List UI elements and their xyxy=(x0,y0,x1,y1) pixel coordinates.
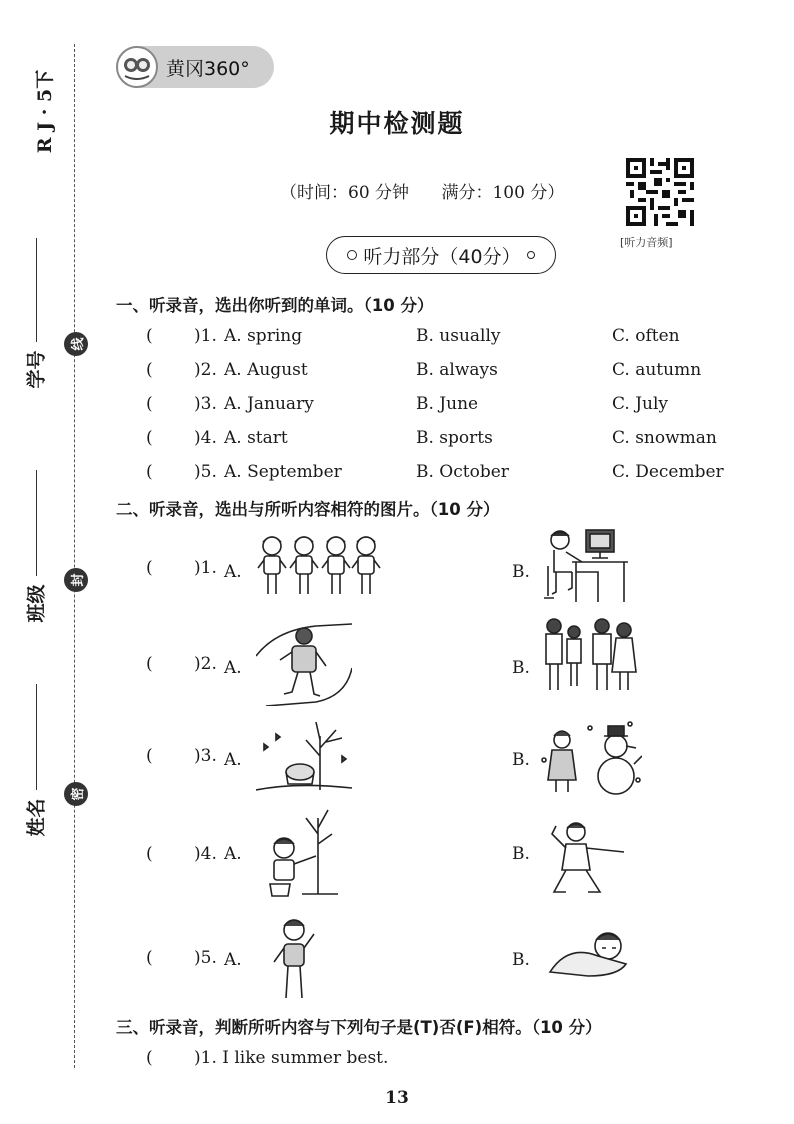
answer-paren[interactable]: ( xyxy=(146,462,153,482)
option-a: A. xyxy=(224,658,242,678)
item-number: )1. xyxy=(194,326,217,346)
item-text: )1. I like summer best. xyxy=(194,1048,389,1068)
item-number: )2. xyxy=(194,360,217,380)
option-b: B. October xyxy=(416,462,509,482)
children-group-icon xyxy=(256,532,382,598)
option-a: A. start xyxy=(224,428,288,448)
option-b: B. always xyxy=(416,360,498,380)
item-number: )5. xyxy=(194,462,217,482)
answer-paren[interactable]: ( xyxy=(146,654,153,674)
snowman-girl-icon xyxy=(540,720,642,798)
answer-paren[interactable]: ( xyxy=(146,428,153,448)
answer-paren[interactable]: ( xyxy=(146,948,153,968)
family-group-icon xyxy=(540,616,640,694)
item-number: )4. xyxy=(194,428,217,448)
option-a: A. xyxy=(224,750,242,770)
option-b: B. xyxy=(512,658,530,678)
binding-dashed-line xyxy=(74,44,75,1068)
answer-paren[interactable]: ( xyxy=(146,844,153,864)
hiker-icon xyxy=(256,616,352,706)
option-a: A. xyxy=(224,844,242,864)
exam-info xyxy=(280,178,564,203)
autumn-tree-basket-icon xyxy=(256,716,352,794)
option-a: A. xyxy=(224,562,242,582)
answer-paren[interactable]: ( xyxy=(146,1048,153,1068)
time-label: （时间：60 分钟 xyxy=(280,183,410,203)
name-label: 姓名 xyxy=(25,798,48,837)
seal-seal: 封 xyxy=(64,568,88,592)
option-a: A. January xyxy=(224,394,314,414)
option-b: B. xyxy=(512,562,530,582)
option-b: B. usually xyxy=(416,326,501,346)
option-a: A. xyxy=(224,950,242,970)
option-c: C. often xyxy=(612,326,680,346)
answer-paren[interactable]: ( xyxy=(146,360,153,380)
brand-name: 黄冈360° xyxy=(166,57,250,80)
option-a: A. September xyxy=(224,462,342,482)
answer-paren[interactable]: ( xyxy=(146,558,153,578)
option-c: C. December xyxy=(612,462,724,482)
name-blank xyxy=(36,684,37,790)
option-b: B. xyxy=(512,750,530,770)
item-number: )5. xyxy=(194,948,217,968)
ring-icon xyxy=(527,251,535,259)
ring-icon xyxy=(347,250,357,260)
answer-paren[interactable]: ( xyxy=(146,746,153,766)
option-a: A. spring xyxy=(224,326,303,346)
section-title-box xyxy=(326,236,556,274)
item-number: )4. xyxy=(194,844,217,864)
class-label: 班级 xyxy=(25,584,48,623)
section-title: 听力部分（40分） xyxy=(363,245,521,268)
boy-planting-tree-icon xyxy=(262,804,342,898)
answer-paren[interactable]: ( xyxy=(146,394,153,414)
option-b: B. xyxy=(512,950,530,970)
sleeping-boy-icon xyxy=(548,924,630,980)
option-c: C. snowman xyxy=(612,428,717,448)
answer-paren[interactable]: ( xyxy=(146,326,153,346)
computer-desk-icon xyxy=(542,526,632,606)
item-number: )2. xyxy=(194,654,217,674)
option-b: B. June xyxy=(416,394,479,414)
qr-code-icon[interactable] xyxy=(626,158,694,226)
seal-line: 线 xyxy=(64,332,88,356)
item-number: )3. xyxy=(194,746,217,766)
option-a: A. August xyxy=(224,360,308,380)
seal-secret: 密 xyxy=(64,782,88,806)
girl-swimsuit-icon xyxy=(268,914,324,1002)
page-number: 13 xyxy=(385,1088,409,1108)
part3-heading: 三、听录音，判断所听内容与下列句子是(T)否(F)相符。（10 分） xyxy=(116,1018,602,1037)
grade-code: R J · 5下 xyxy=(34,69,57,154)
page-title: 期中检测题 xyxy=(329,109,465,138)
student-id-label: 学号 xyxy=(25,350,48,389)
part2-heading: 二、听录音，选出与所听内容相符的图片。（10 分） xyxy=(116,500,500,519)
taichi-man-icon xyxy=(546,818,628,896)
brand-logo-icon xyxy=(116,46,158,88)
item-number: )3. xyxy=(194,394,217,414)
brand-badge xyxy=(116,46,274,88)
option-c: C. autumn xyxy=(612,360,702,380)
part1-heading: 一、听录音，选出你听到的单词。（10 分） xyxy=(116,296,434,315)
item-number: )1. xyxy=(194,558,217,578)
qr-caption: [听力音频] xyxy=(620,236,673,249)
student-id-blank xyxy=(36,238,37,342)
option-c: C. July xyxy=(612,394,669,414)
score-label: 满分：100 分） xyxy=(441,183,565,203)
option-b: B. sports xyxy=(416,428,493,448)
option-b: B. xyxy=(512,844,530,864)
class-blank xyxy=(36,470,37,576)
